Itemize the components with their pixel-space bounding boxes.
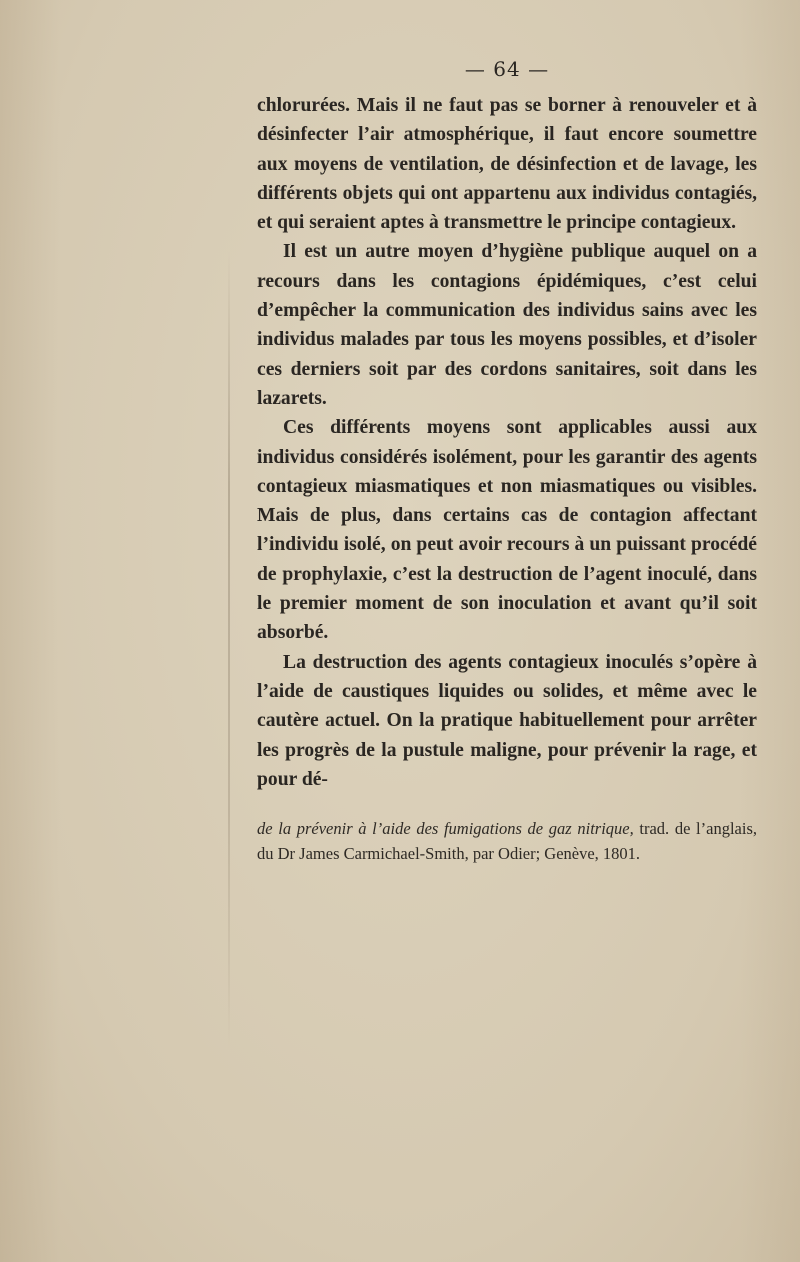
footnote-title: de la prévenir à l’aide des fumigations de gaz nitrique, [257, 819, 634, 839]
paragraph-1: chlorurées. Mais il ne faut pas se borner à renouveler et à désinfecter l’air atmosphérique, il faut encore soumettre aux moyens de ventilation, de désinfection et de lavage, les différents objets qui ont appartenu aux individus contagiés, et qui seraient aptes à transmettre le principe contagieux. [257, 95, 757, 234]
page-number: — 64 — [464, 57, 550, 81]
footnote [257, 816, 757, 866]
page-crease [228, 250, 230, 1050]
paragraph-2: Il est un autre moyen d’hygiène publique auquel on a recours dans les contagions épidémiques, c’est celui d’empêcher la communication des individus sains avec les individus malades par tous les moyens possibles, et d’isoler ces derniers soit par des cordons sanitaires, soit dans les lazarets. [257, 241, 757, 409]
paragraph-3: Ces différents moyens sont applicables aussi aux individus considérés isolément, pour les garantir des agents contagieux miasmatiques et non miasmatiques ou visibles. Mais de plus, dans certains cas de contagion affectant l’individu isolé, on peut avoir recours à un puissant procédé de prophylaxie, c’est la destruction de l’agent inoculé, dans le premier moment de son inoculation et avant qu’il soit absorbé. [257, 417, 757, 644]
book-page [257, 55, 757, 866]
footnote-citation: trad. de l’anglais, du Dr James Carmichael-Smith, par Odier; Genève, 1801. [257, 819, 757, 864]
paragraph-4: La destruction des agents contagieux inoculés s’opère à l’aide de caustiques liquides ou solides, et même avec le cautère actuel. On la pratique habituellement pour arrêter les progrès de la pustule maligne, pour prévenir la rage, et pour dé- [257, 651, 757, 790]
body-text [257, 91, 757, 794]
